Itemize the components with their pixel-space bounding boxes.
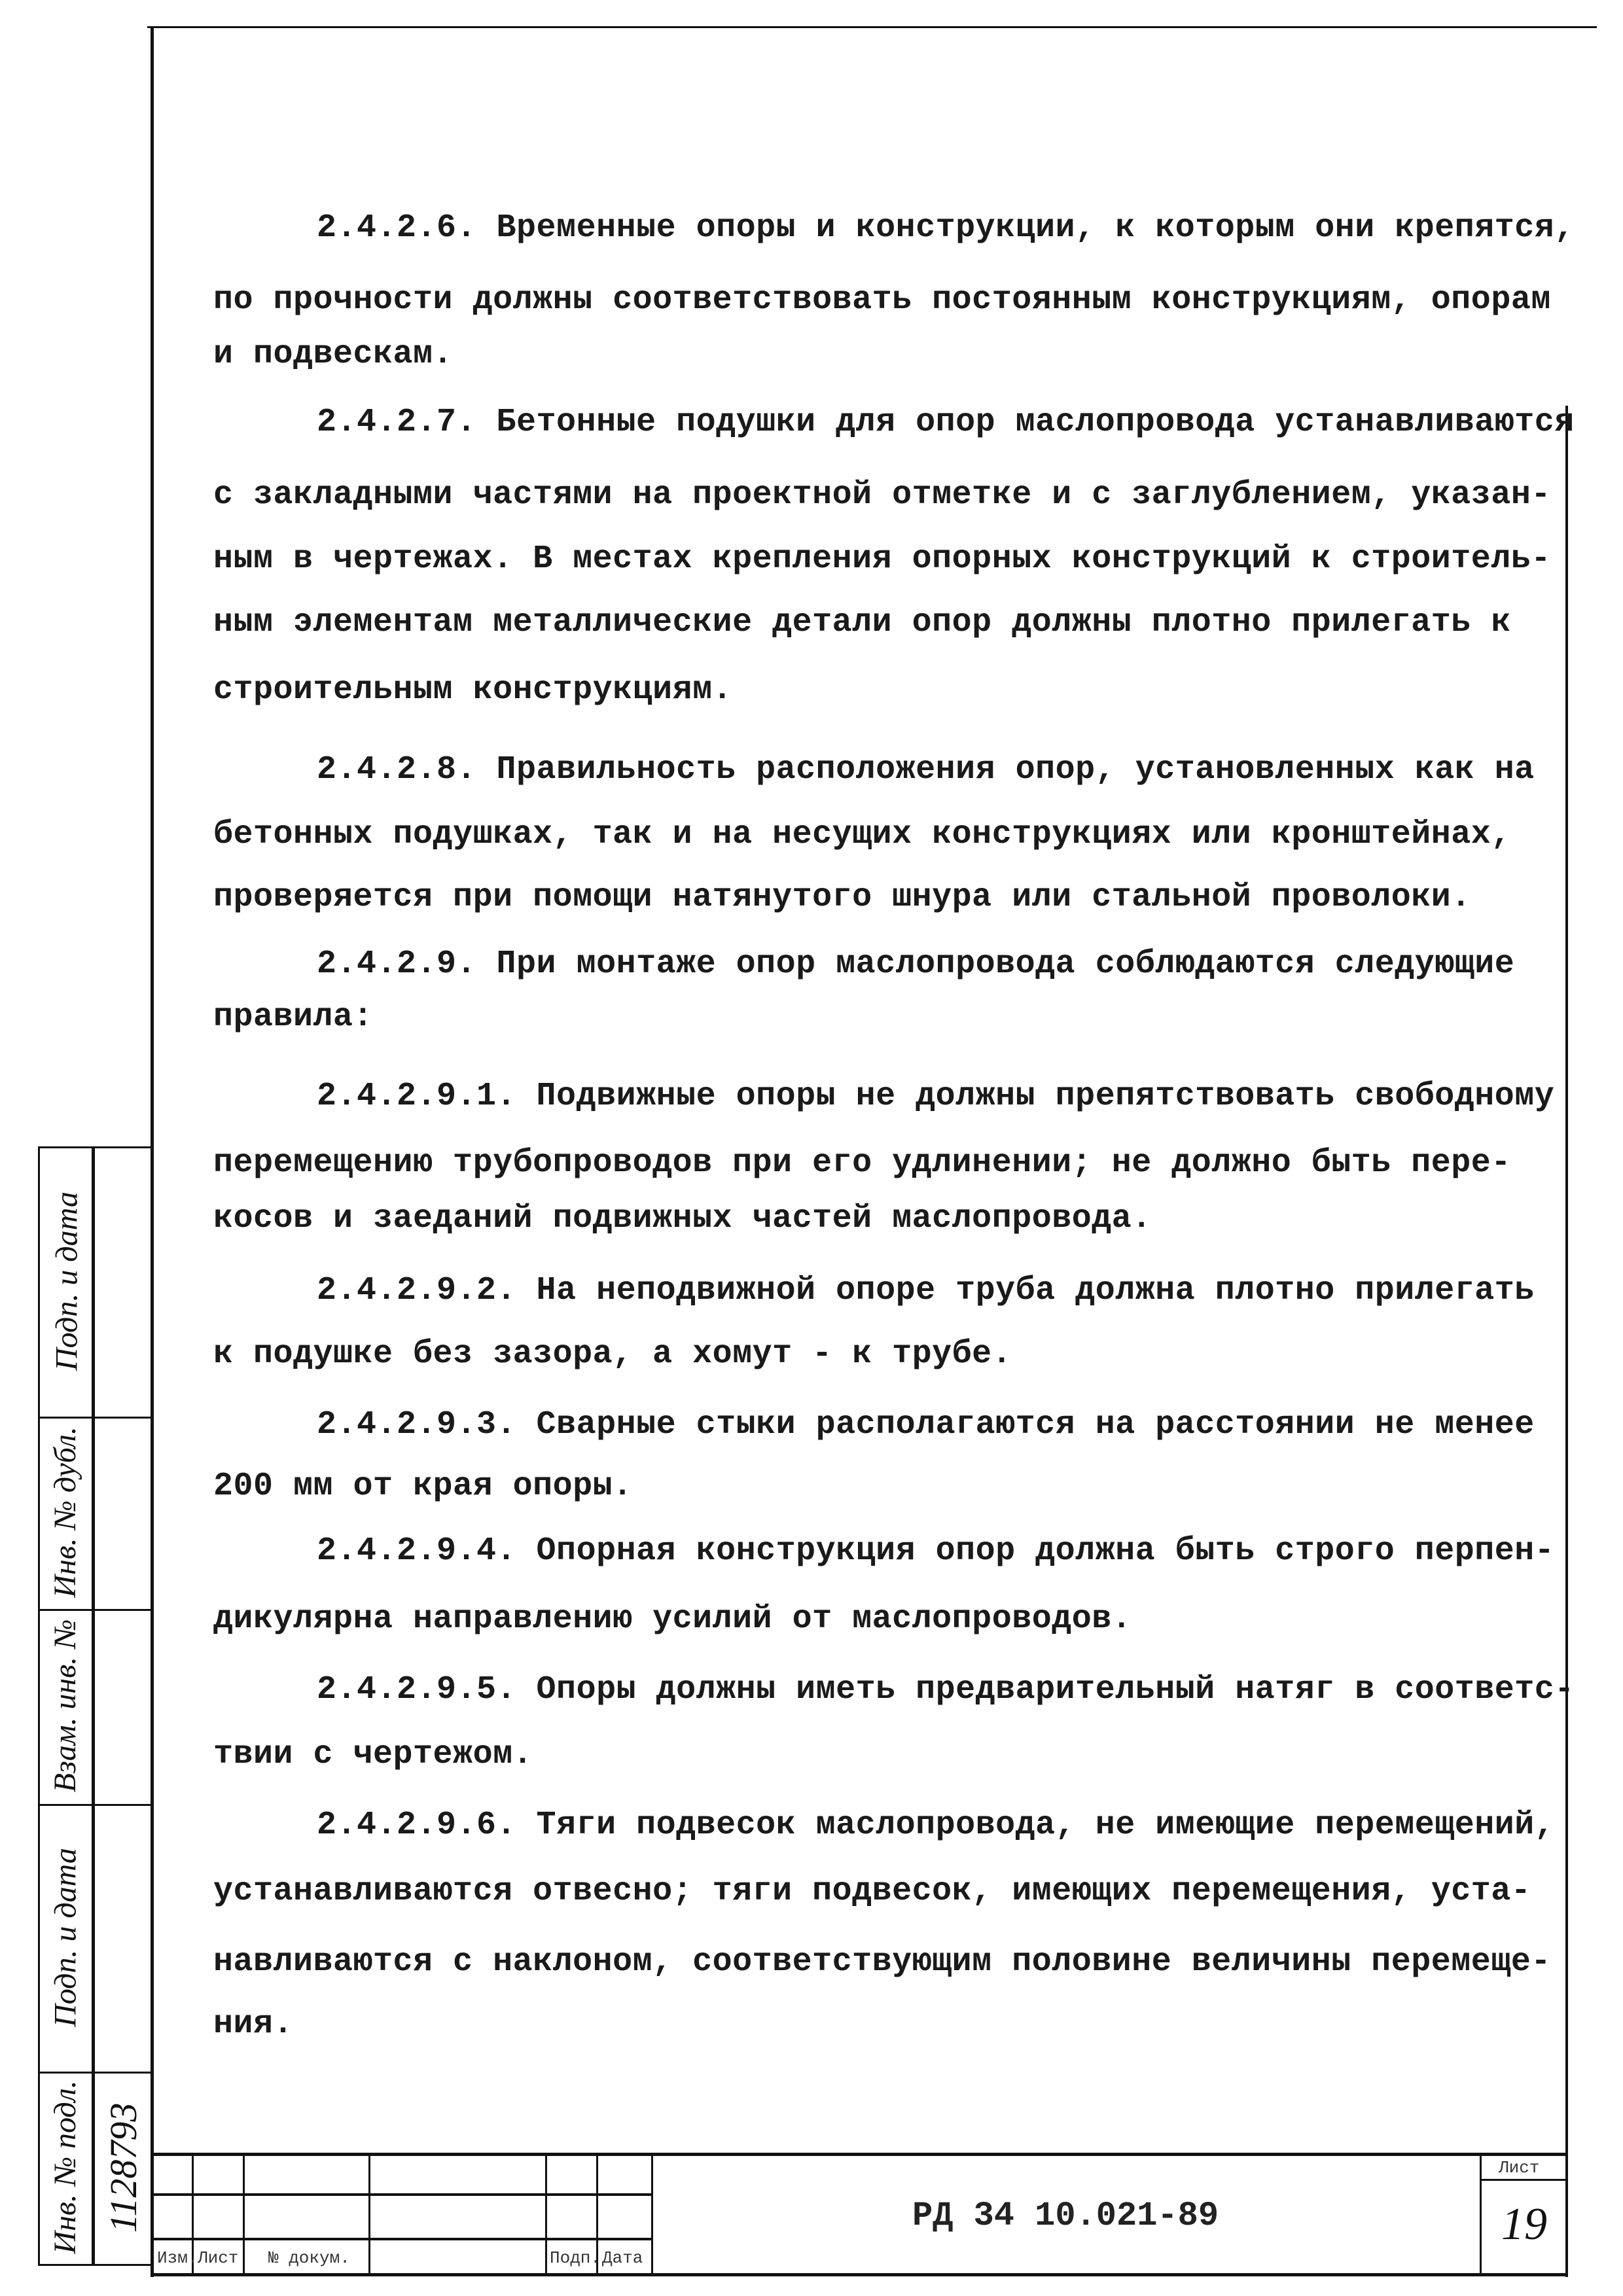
frame-left-border <box>151 26 154 2277</box>
paragraph-line: 200 мм от края опоры. <box>213 1468 633 1505</box>
paragraph-first-line: 2.4.2.9.6. Тяги подвесок маслопровода, не имеющие перемещений, <box>317 1807 1555 1844</box>
title-block-col-line <box>243 2153 245 2274</box>
margin-label-inv-podl: Инв. № подл. <box>48 2080 82 2254</box>
title-block-row-line <box>152 2193 651 2196</box>
paragraph-line: ния. <box>213 2005 294 2043</box>
paragraph-line: и подвескам. <box>213 336 454 373</box>
paragraph-line: строительным конструкциям. <box>213 671 733 709</box>
sheet-number: 19 <box>1501 2199 1547 2250</box>
paragraph-first-line: 2.4.2.9.3. Сварные стыки располагаются на расстоянии не менее <box>317 1406 1535 1443</box>
col-label-izm: Изм. <box>157 2248 198 2268</box>
margin-label-podp-data: Подп. и дата <box>48 1848 83 2027</box>
title-block-col-line <box>368 2153 370 2274</box>
paragraph-line: правила: <box>213 998 374 1036</box>
frame-top-border <box>147 26 1597 28</box>
inventory-number: 1128793 <box>102 2102 145 2233</box>
title-block-bottom-line <box>152 2273 1568 2276</box>
paragraph-first-line: 2.4.2.7. Бетонные подушки для опор маслопровода устанавливаются <box>317 404 1575 441</box>
paragraph-line: ным в чертежах. В местах крепления опорных конструкций к строитель- <box>213 540 1551 578</box>
document-code: РД 34 10.021-89 <box>912 2197 1219 2235</box>
title-block-top-line <box>152 2153 1568 2156</box>
col-label-doc-no: № докум. <box>268 2248 350 2268</box>
sheet-box-line <box>1480 2179 1567 2181</box>
col-label-list: Лист <box>198 2248 239 2268</box>
paragraph-first-line: 2.4.2.8. Правильность расположения опор, установленных как на <box>317 751 1535 788</box>
title-block-row-line <box>152 2238 651 2240</box>
paragraph-line: твии с чертежом. <box>213 1736 533 1773</box>
paragraph-first-line: 2.4.2.9.5. Опоры должны иметь предварительный натяг в соответс- <box>317 1671 1575 1708</box>
margin-label-inv-dubl: Инв. № дубл. <box>48 1426 82 1598</box>
frame-right-border <box>1565 406 1568 2277</box>
paragraph-line: косов и заеданий подвижных частей маслопровода. <box>213 1200 1152 1237</box>
paragraph-line: навливаются с наклоном, соответствующим половине величины перемеще- <box>213 1943 1551 1981</box>
paragraph-line: по прочности должны соответствовать постоянным конструкциям, опорам <box>213 281 1551 319</box>
paragraph-first-line: 2.4.2.6. Временные опоры и конструкции, к которым они крепятся, <box>317 209 1575 247</box>
margin-outer-line <box>38 1146 40 2265</box>
paragraph-first-line: 2.4.2.9.2. На неподвижной опоре труба должна плотно прилегать <box>317 1272 1535 1309</box>
paragraph-line: ным элементам металлические детали опор должны плотно прилегать к <box>213 604 1511 641</box>
margin-column-line <box>92 1146 95 2265</box>
paragraph-line: дикулярна направлению усилий от маслопроводов. <box>213 1600 1132 1638</box>
paragraph-line: к подушке без зазора, а хомут - к трубе. <box>213 1335 1012 1373</box>
col-label-signature: Подп. <box>550 2248 601 2268</box>
title-block-col-line <box>545 2153 547 2274</box>
col-label-date: Дата <box>602 2248 643 2268</box>
paragraph-first-line: 2.4.2.9.4. Опорная конструкция опор должна быть строго перпен- <box>317 1532 1555 1570</box>
sheet-label: Лист <box>1499 2158 1540 2178</box>
margin-label-podp-data: Подп. и дата <box>49 1192 84 1371</box>
paragraph-line: с закладными частями на проектной отметке и с заглублением, указан- <box>213 476 1551 514</box>
margin-label-vzam-inv: Взам. инв. № <box>48 1619 82 1793</box>
paragraph-first-line: 2.4.2.9. При монтаже опор маслопровода соблюдаются следующие <box>317 945 1515 983</box>
margin-row-line <box>38 2264 152 2266</box>
paragraph-line: бетонных подушках, так и на несущих конструкциях или кронштейнах, <box>213 816 1511 853</box>
paragraph-line: устанавливаются отвесно; тяги подвесок, имеющих перемещения, уста- <box>213 1873 1531 1910</box>
paragraph-line: перемещению трубопроводов при его удлинении; не должно быть пере- <box>213 1144 1511 1182</box>
paragraph-first-line: 2.4.2.9.1. Подвижные опоры не должны препятствовать свободному <box>317 1078 1555 1115</box>
paragraph-line: проверяется при помощи натянутого шнура или стальной проволоки. <box>213 879 1471 916</box>
